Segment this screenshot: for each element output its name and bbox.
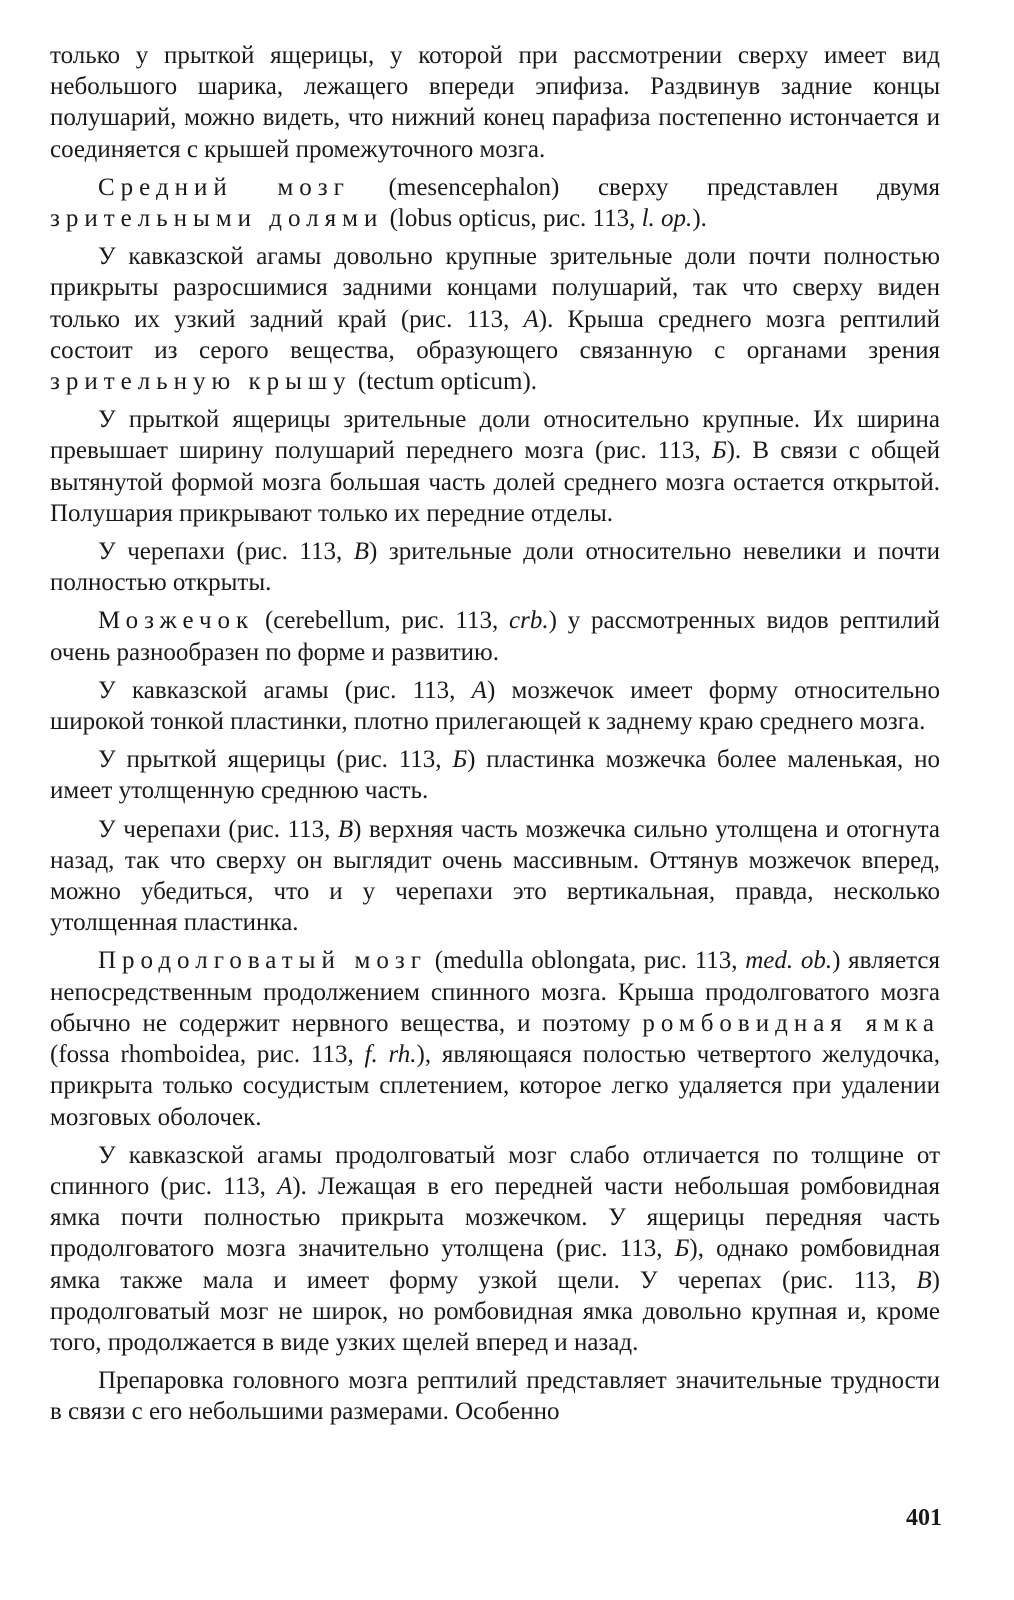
italic-abbreviation: Б [711,437,727,465]
spaced-term: зрительную крышу [50,368,352,396]
text-run: ) у рассмотренных видов рептилий очень разнообразен по форме и развитию. [50,607,940,666]
text-run: (cerebellum, рис. 113, [254,607,510,635]
spaced-term: Средний мозг [98,173,350,201]
text-run: ). [692,205,707,233]
body-text [50,40,940,1428]
italic-abbreviation: crb. [509,607,549,635]
paragraph [50,744,940,806]
text-run: ), являющаяся полостью четвертого желудочка, прикрыта только сосудистым сплетением, которое легко удаляется при удалении мозговых оболочек. [50,1041,940,1131]
text-run: ) мозжечок имеет форму относительно широкой тонкой пластинки, плотно прилегающей к заднему краю среднего мозга. [50,676,940,736]
italic-abbreviation: А [471,676,487,704]
text-run: только у прыткой ящерицы, у которой при рассмотрении сверху имеет вид небольшого шарика, лежащего впереди эпифиза. Раздвинув задние концы полушарий, можно видеть, что нижний конец парафиза постепенно истончается и соединяется с крышей промежуточного мозга. [50,42,940,163]
italic-abbreviation: А [523,305,539,333]
book-page [50,40,940,1560]
italic-abbreviation: med. ob. [745,947,833,975]
paragraph [50,1365,940,1427]
spaced-term: Продолговатый мозг [98,947,428,975]
text-run: (mesencephalon) сверху представлен двумя [349,173,941,201]
text-run: ). Лежащая в его передней части небольшая ромбовидная ямка почти полностью прикрыта мозжечком. У ящерицы передняя часть продолговатого мозга значительно утолщена (рис. 113, [50,1172,940,1263]
page-number: 401 [906,1505,942,1531]
text-run: ), однако ромбовидная ямка также мала и имеет форму узкой щели. У черепах (рис. 113, [50,1235,940,1294]
text-run: ) является непосредственным продолжением спинного мозга. Крыша продолговатого мозга обычно не содержит нервного вещества, и поэтому [50,947,941,1037]
italic-abbreviation: Б [674,1235,690,1263]
paragraph [50,404,940,529]
paragraph [50,241,940,397]
spaced-term: ромбовидная ямка [642,1009,940,1037]
text-run: ) пластинка мозжечка более маленькая, но имеет утолщенную среднюю часть. [50,746,940,805]
text-run: У черепахи (рис. 113, [98,538,354,566]
paragraph [50,40,940,165]
paragraph [50,536,940,598]
text-run: У кавказской агамы довольно крупные зрительные доли почти полностью прикрыты разросшимися задними концами полушарий, так что сверху виден только их узкий задний край (рис. 113, [50,243,940,333]
italic-abbreviation: В [353,538,369,566]
italic-abbreviation: Б [452,746,468,774]
paragraph [50,675,940,737]
text-run: ) верхняя часть мозжечка сильно утолщена и отогнута назад, так что сверху он выглядит очень массивным. Оттянув мозжечок вперед, можно убедиться, что и у черепахи это вертикальная, правда, несколько утолщенная пластинка. [50,815,940,937]
paragraph [50,172,940,234]
paragraph [50,605,940,667]
text-run: У черепахи (рис. 113, [98,815,338,843]
text-run: Препаровка головного мозга рептилий представляет значительные трудности в связи с его небольшими размерами. Особенно [50,1367,940,1426]
italic-abbreviation: l. op. [641,205,693,233]
text-run: У кавказской агамы (рис. 113, [98,676,472,704]
paragraph [50,814,940,939]
spaced-term: Мозжечок [98,607,255,635]
text-run: У кавказской агамы продолговатый мозг слабо отличается по толщине от спинного (рис. 113, [50,1141,940,1200]
text-run: ) зрительные доли относительно невелики и почти полностью открыты. [50,538,940,597]
paragraph [50,945,940,1132]
text-run: (lobus opticus, рис. 113, [383,205,642,233]
italic-abbreviation: А [277,1172,293,1200]
text-run: У прыткой ящерицы (рис. 113, [98,746,453,774]
text-run: (medulla oblongata, рис. 113, [427,947,746,975]
italic-abbreviation: В [916,1266,932,1294]
text-run: ). В связи с общей вытянутой формой мозга большая часть долей среднего мозга остается открытой. Полушария прикрывают только их передние отделы. [50,437,940,527]
italic-abbreviation: В [337,815,354,843]
spaced-term: зрительными долями [50,205,384,233]
italic-abbreviation: f. rh. [364,1041,417,1069]
paragraph [50,1140,940,1358]
text-run: ) продолговатый мозг не широк, но ромбовидная ямка довольно крупная и, кроме того, продолжается в виде узких щелей вперед и назад. [50,1266,940,1356]
text-run: ). Крыша среднего мозга рептилий состоит из серого вещества, образующего связанную с органами зрения [50,305,940,364]
text-run: (tectum opticum). [351,368,538,396]
text-run: У прыткой ящерицы зрительные доли относительно крупные. Их ширина превышает ширину полушарий переднего мозга (рис. 113, [50,406,940,465]
text-run: (fossa rhomboidea, рис. 113, [50,1041,365,1069]
